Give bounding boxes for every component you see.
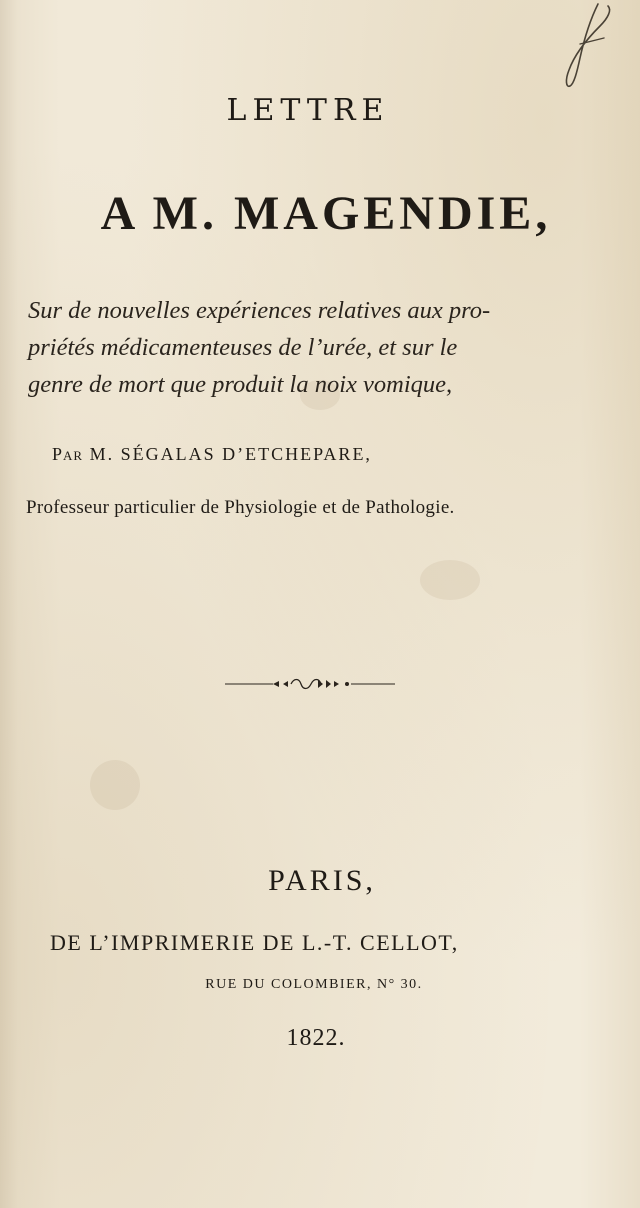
paper-stain xyxy=(90,760,140,810)
title-recipient: A M. MAGENDIE, xyxy=(100,187,552,240)
imprint-address: RUE DU COLOMBIER, N° 30. xyxy=(205,977,423,992)
author-prefix: Par xyxy=(52,444,84,464)
imprint-year: 1822. xyxy=(286,1025,346,1051)
ornament-rule-icon xyxy=(225,676,395,692)
subtitle-line: priétés médicamenteuses de l’urée, et sur le xyxy=(28,334,458,361)
subtitle xyxy=(28,292,628,403)
author-line xyxy=(52,444,372,465)
imprint-city: PARIS, xyxy=(268,864,376,897)
handwritten-mark-icon xyxy=(560,0,620,90)
paper-stain xyxy=(420,560,480,600)
title-lettre: LETTRE xyxy=(226,93,390,128)
subtitle-line: genre de mort que produit la noix vomique, xyxy=(28,371,453,398)
author-name: M. SÉGALAS D’ETCHEPARE, xyxy=(89,444,372,464)
subtitle-line: Sur de nouvelles expériences relatives aux pro- xyxy=(28,297,491,324)
imprint-printer: DE L’IMPRIMERIE DE L.-T. CELLOT, xyxy=(50,930,459,955)
author-title: Professeur particulier de Physiologie et de Pathologie. xyxy=(26,497,455,518)
